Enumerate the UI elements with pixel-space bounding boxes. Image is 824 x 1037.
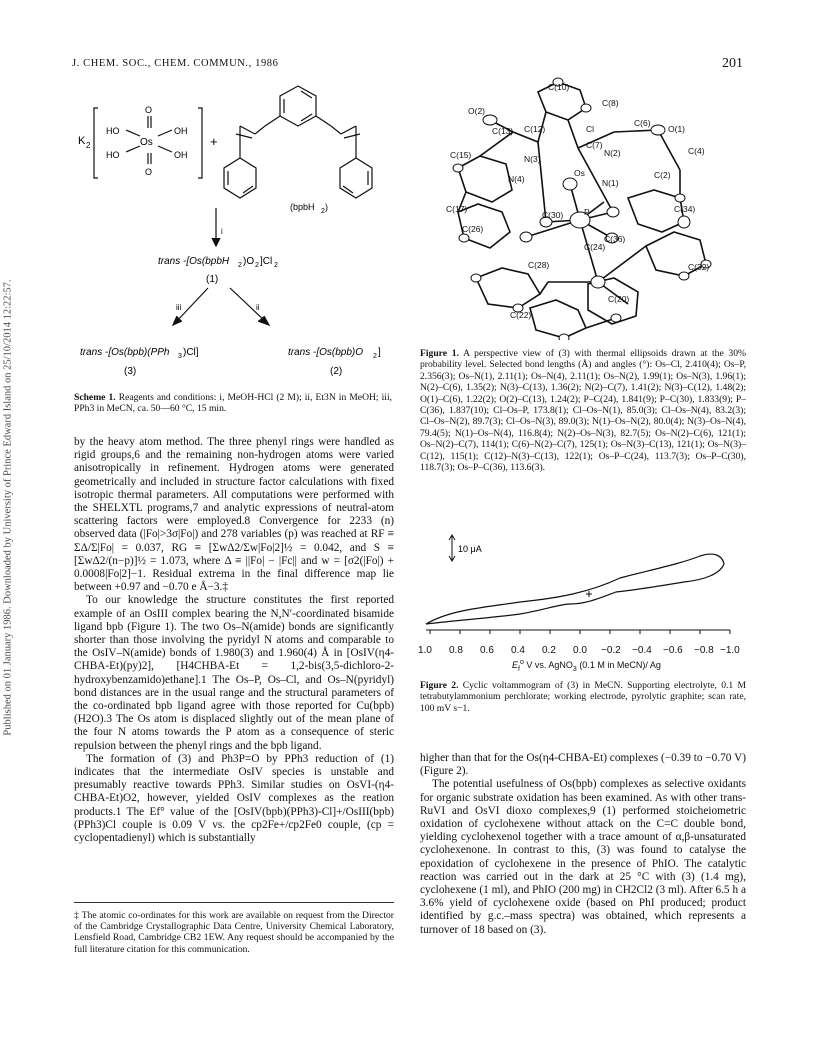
atom-label: C(8) — [602, 98, 619, 108]
paragraph: To our knowledge the structure constitutes the first reported example of an OsIII complex bearing the N,N′-coordinated bisamide ligand bpb (Figure 1). The two Os–N(amide) bonds are significantly shorter than those involving the pyridyl N atoms and comparable to the OsIV–N(amide) bonds of 1.980(3) and 1.960(4) Å in [OsIV(η4-CHBA-Et)(py)2], [H4CHBA-Et = 1,2-bis(3,5-dichloro-2-hydroxybenzamido)ethane].1 The Os–P, Os–Cl, and Os–N(pyridyl) bond distances are in the usual range and the structural parameters of the co-ordinated bpb ligand agree with those reported for Cu(bpb)(H2O).3 The Os atom is displaced slightly out of the mean plane of the four N atoms towards the P atom as a consequence of steric repulsion between the phenyl rings and the bpb ligand. — [74, 594, 394, 752]
os-label: Os — [140, 137, 153, 148]
atom-label: O(1) — [668, 124, 685, 134]
svg-text:2: 2 — [274, 262, 278, 269]
atom-label: C(20) — [608, 294, 630, 304]
atom-label: C(30) — [542, 210, 564, 220]
atom-label: C(26) — [462, 224, 484, 234]
left-column-text — [74, 436, 394, 845]
tick-label: 0.2 — [542, 645, 556, 656]
o-bottom-label: O — [145, 167, 153, 177]
svg-text:]: ] — [378, 347, 381, 358]
atom-label: C(32) — [688, 262, 710, 272]
atom-label: C(15) — [450, 150, 472, 160]
running-header: J. CHEM. SOC., CHEM. COMMUN., 1986 — [72, 58, 279, 69]
oh-label-1: OH — [174, 126, 188, 136]
tick-label: 0.4 — [511, 645, 525, 656]
atom-label: N(2) — [604, 148, 621, 158]
oh-label-2: OH — [174, 150, 188, 160]
tick-label: −0.6 — [663, 645, 683, 656]
atom-label: C(4) — [688, 146, 705, 156]
atom-label: C(10) — [548, 82, 570, 92]
o-top-label: O — [145, 105, 153, 115]
figure-1-ortep-structure — [418, 72, 758, 340]
step-iii-label: iii — [176, 303, 182, 312]
current-scale-label: 10 μA — [458, 544, 482, 554]
tick-label: 1.0 — [418, 645, 432, 656]
atom-label: C(17) — [446, 204, 468, 214]
k2-label: K — [78, 135, 86, 147]
atom-label: Os — [574, 168, 585, 178]
figure-1-caption: Figure 1. A perspective view of (3) with thermal ellipsoids drawn at the 30% probability level. Selected bond lengths (Å) and angles (°): Os–Cl, 2.410(4); Os–P, 2.356(3); Os–N(1), 2.11(1); Os–N(4), 2.11(1); Os–N(2), 1.99(1); Os–N(3), 1.96(1); N(2)–C(6), 1.35(2); N(3)–C(13), 1.36(2); N(2)–C(7), 1.41(2); N(3)–C(12), 1.48(2); O(1)–C(6), 1.22(2); O(2)–C(13), 1.24(2); P–C(24), 1.841(9); P–C(30), 1.833(9); P–C(36), 1.837(10); Cl–Os–P, 173.8(1); Cl–Os–N(1), 85.0(3); Cl–Os–N(4), 83.2(3); Cl–Os–N(2), 89.7(3); Cl–Os–N(3), 89.0(3); N(1)–Os–N(2), 80.0(4); N(3)–Os–N(4), 79.4(5); N(1)–Os–N(4), 116.8(4); N(2)–Os–N(3), 82.7(5); Os–N(2)–C(6), 121(1); Os–N(2)–C(7), 114(1); C(6)–N(2)–C(7), 125(1); Os–N(3)–C(13), 121(1); Os–N(3)–C(12), 115(1); C(12)–N(3)–C(13), 122(1); Os–P–C(24), 113.7(3); Os–P–C(30), 118.7(3); Os–P–C(36), 113.6(3). — [420, 348, 746, 474]
step-i-label: i — [221, 227, 223, 236]
paragraph: The formation of (3) and Ph3P=O by PPh3 reduction of (1) indicates that the intermediate OsIV species is unstable and presumably reactive towards PPh3. Similar studies on OsVI-(η4-CHBA-Et)O2, however, yielded OsIV complexes as the reation products.1 The Ef° value of the [OsIV(bpb)(PPh3)-Cl]+/OsIII(bpb)(PPh3)Cl couple is 0.09 V vs. the cp2Fe+/cp2Fe0 couple, (cp = cyclopentadienyl) which is substantially — [74, 752, 394, 845]
atom-label: P — [584, 207, 590, 217]
plus-sign: + — [210, 134, 218, 149]
compound-1-label: (1) — [206, 274, 219, 285]
svg-text:2: 2 — [321, 208, 325, 215]
atom-label: C(22) — [510, 310, 532, 320]
footnote: ‡ The atomic co-ordinates for this work are available on request from the Director of the Cambridge Crystallographic Data Centre, University Chemical Laboratory, Lensfield Road, Cambridge CB2 1EW. Any request should be accompanied by the full literature citation for this communication. — [74, 910, 394, 955]
tick-label: 0.8 — [449, 645, 463, 656]
svg-text:)Cl]: )Cl] — [183, 347, 199, 358]
atom-label: C(6) — [634, 118, 651, 128]
svg-text:2: 2 — [238, 262, 242, 269]
atom-label: C(12) — [524, 124, 546, 134]
page-number: 201 — [722, 56, 743, 71]
atom-label: C(24) — [584, 242, 606, 252]
svg-text:]Cl: ]Cl — [260, 256, 273, 267]
step-ii-label: ii — [256, 303, 260, 312]
svg-text:3: 3 — [178, 353, 182, 360]
tick-label: 0.6 — [480, 645, 494, 656]
atom-label: C(36) — [604, 234, 626, 244]
paragraph: by the heavy atom method. The three phenyl rings were handled as rigid groups,6 and the remaining non-hydrogen atoms were varied anisotropically in refinement. Hydrogen atoms were generated geometrically and included in structure factor calculations with fixed isotropic thermal parameters. All computations were performed with the SHELXTL programs,7 and analytic expressions of neutral-atom scattering factors were employed.8 Convergence for 2233 (n) observed data (|Fo|>3σ|Fo|) and 278 variables (p) was reached at RF ≡ ΣΔ/Σ|Fo| = 0.037, RG ≡ [ΣwΔ2/Σw|Fo|2]½ = 0.042, and S ≡ [ΣwΔ2/(n−p)]½ = 1.073, where Δ ≡ ||Fo| − |Fc|| and w = [σ2(|Fo|) + 0.0008|Fo|2]−1. Residual extrema in the final difference map lie between +0.97 and −0.70 e Å−3.‡ — [74, 436, 394, 594]
svg-text:2: 2 — [373, 353, 377, 360]
svg-text:): ) — [325, 202, 328, 212]
atom-label: N(1) — [602, 178, 619, 188]
product-3-formula: trans -[Os(bpb)(PPh — [80, 347, 170, 358]
compound-2-label: (2) — [330, 366, 343, 377]
ho-label-1: HO — [106, 126, 120, 136]
download-watermark: Published on 01 January 1986. Downloaded by University of Prince Edward Island on 25/10/2014 12:22:57. — [2, 279, 14, 736]
atom-label: C(7) — [586, 140, 603, 150]
footnote-rule — [74, 902, 394, 903]
tick-label: 0.0 — [573, 645, 587, 656]
scheme-1-reaction-diagram — [60, 78, 390, 383]
atom-label: C(13) — [492, 126, 514, 136]
svg-text:2: 2 — [255, 262, 259, 269]
atom-label: N(3) — [524, 154, 541, 164]
atom-label: Cl — [586, 124, 595, 134]
figure-2-cyclic-voltammogram — [420, 530, 740, 648]
tick-label: −0.4 — [632, 645, 652, 656]
cv-axis-label: $E_f^o$ V vs. AgNO$_3$ (0.1 M in MeCN)/ Ag — [512, 659, 661, 673]
tick-label: −1.0 — [720, 645, 740, 656]
paragraph: The potential usefulness of Os(bpb) complexes as selective oxidants for organic substrate oxidation has been examined. As with other trans-RuVI and OsVI dioxo complexes,9 (1) performed stoicheiometric oxidation of cyclohexene without attack on the C=C double bond, yielding cyclohexenol together with a trace amount of α,β-unsaturated cyclohexenone. In contrast to this, (3) was found to catalyse the epoxidation of cyclohexene in the presence of PhIO. The catalytic reaction was carried out in the dark at 25 °C with (3) (1.4 mg), cyclohexene (1 ml), and PhIO (200 mg) in CH2Cl2 (3 ml). After 6.5 h a 3.6% yield of cyclohexene oxide (based on PhI produced; product identified by g.c.–mass spectra) was obtained, which represents a turnover of 18 based on (3). — [420, 778, 746, 936]
svg-text:)O: )O — [243, 256, 255, 267]
atom-label: C(28) — [528, 260, 550, 270]
right-column-text — [420, 752, 746, 937]
paragraph: higher than that for the Os(η4-CHBA-Et) complexes (−0.39 to −0.70 V) (Figure 2). — [420, 752, 746, 778]
atom-label: C(2) — [654, 170, 671, 180]
intermediate-formula: trans -[Os(bpbH — [158, 256, 230, 267]
atom-label: O(2) — [468, 106, 485, 116]
cv-tick-labels — [418, 645, 738, 657]
compound-3-label: (3) — [124, 366, 137, 377]
product-2-formula: trans -[Os(bpb)O — [288, 347, 364, 358]
atom-label: N(4) — [508, 174, 525, 184]
figure-2-caption: Figure 2. Cyclic voltammogram of (3) in MeCN. Supporting electrolyte, 0.1 M tetrabutylammonium perchlorate; working electrode, pyrolytic graphite; scan rate, 100 mV s−1. — [420, 680, 746, 714]
bpbh2-label: (bpbH — [290, 202, 315, 212]
tick-label: −0.8 — [694, 645, 714, 656]
atom-label: C(34) — [674, 204, 696, 214]
tick-label: −0.2 — [601, 645, 621, 656]
k2-subscript: 2 — [86, 141, 91, 150]
ho-label-2: HO — [106, 150, 120, 160]
scheme-1-caption: Scheme 1. Reagents and conditions: i, MeOH-HCl (2 M); ii, Et3N in MeOH; iii, PPh3 in MeCN, ca. 50—60 °C, 15 min. — [74, 392, 393, 415]
